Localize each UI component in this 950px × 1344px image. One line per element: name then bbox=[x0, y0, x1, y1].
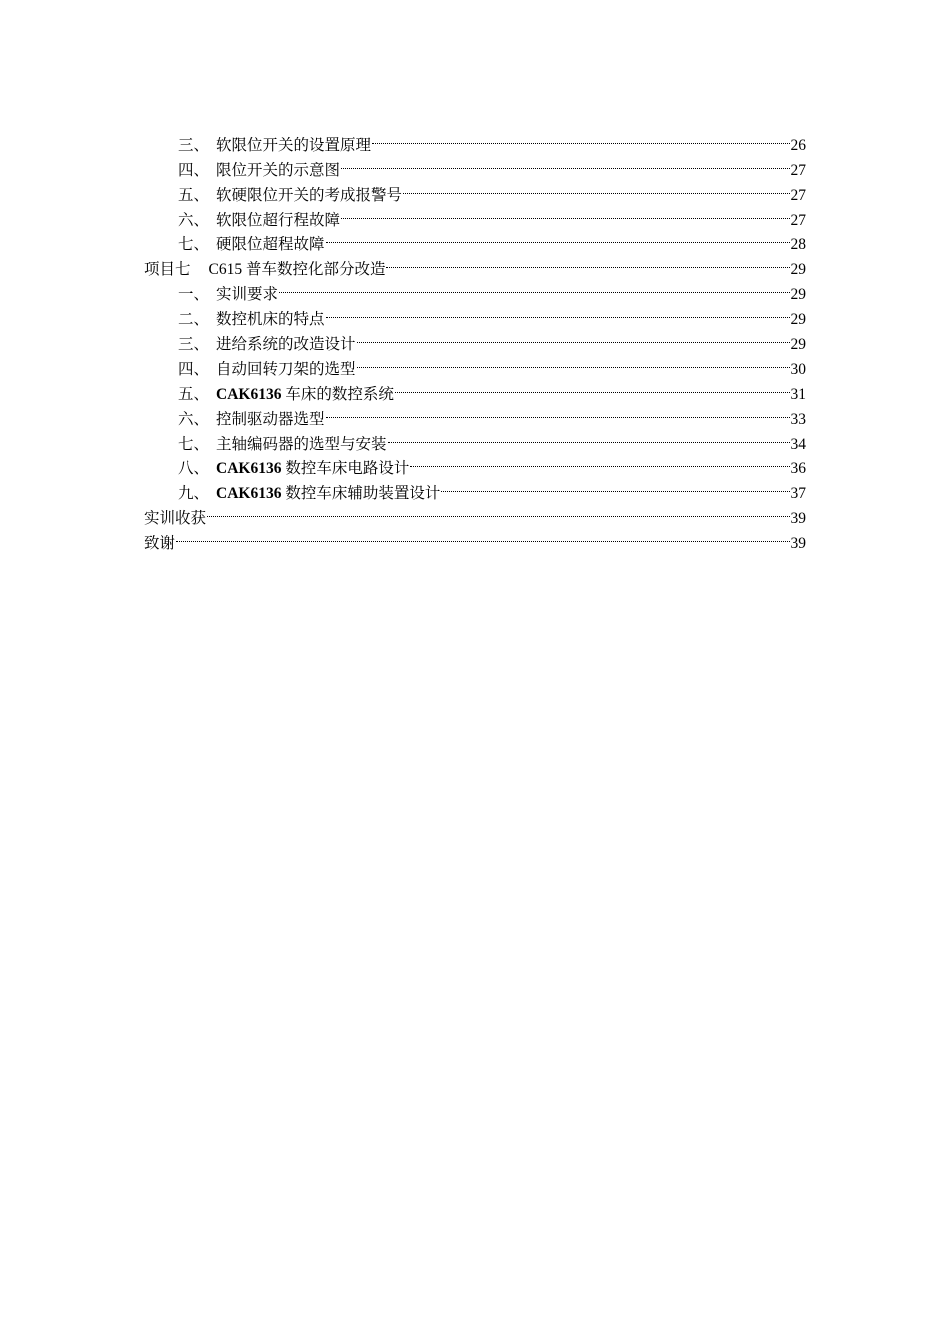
toc-entry-page-number: 39 bbox=[790, 535, 806, 553]
toc-entry-number: 项目七 bbox=[144, 261, 191, 279]
toc-entry-title bbox=[216, 233, 325, 258]
toc-entry-number: 七、 bbox=[178, 236, 210, 254]
table-of-contents bbox=[144, 125, 806, 553]
dot-leader bbox=[326, 225, 790, 250]
dot-leader bbox=[341, 200, 789, 225]
toc-entry-title-text: 自动回转刀架的选型 bbox=[216, 360, 356, 378]
dot-leader bbox=[395, 374, 790, 399]
toc-entry-number: 九、 bbox=[178, 485, 210, 503]
toc-entry-number: 三、 bbox=[178, 336, 210, 354]
toc-entry-page-number: 27 bbox=[790, 211, 806, 229]
dot-leader bbox=[357, 324, 790, 349]
toc-entry-title-text: 实训要求 bbox=[216, 286, 279, 304]
toc-entry[interactable] bbox=[144, 498, 806, 528]
toc-entry-title-text: CAK6136 车床的数控系统 bbox=[216, 385, 394, 403]
toc-entry-number: 八、 bbox=[178, 460, 210, 478]
toc-entry-title-text: 控制驱动器选型 bbox=[216, 410, 325, 428]
toc-entry-number: 四、 bbox=[178, 161, 210, 179]
toc-entry-number: 三、 bbox=[178, 136, 210, 154]
toc-entry-title-text: 软限位超行程故障 bbox=[216, 211, 341, 229]
toc-entry-page-number: 28 bbox=[790, 236, 806, 254]
toc-entry-page-number: 37 bbox=[790, 485, 806, 503]
toc-entry-title bbox=[216, 333, 356, 358]
toc-entry[interactable] bbox=[144, 125, 806, 154]
dot-leader bbox=[403, 175, 789, 200]
toc-entry-title bbox=[216, 283, 278, 308]
toc-entry-title-text: 软限位开关的设置原理 bbox=[216, 136, 372, 154]
toc-entry-number: 六、 bbox=[178, 410, 210, 428]
dot-leader bbox=[176, 523, 789, 548]
toc-entry-title-text: 主轴编码器的选型与安装 bbox=[216, 435, 387, 453]
dot-leader bbox=[357, 349, 790, 374]
toc-entry-number: 四、 bbox=[178, 360, 210, 378]
toc-entry-title-text: 致谢 bbox=[144, 535, 176, 553]
toc-entry-title bbox=[216, 159, 340, 184]
toc-entry-number: 五、 bbox=[178, 385, 210, 403]
toc-entry-title-text: 限位开关的示意图 bbox=[216, 161, 341, 179]
toc-entry-title bbox=[216, 433, 387, 458]
dot-leader bbox=[386, 249, 789, 274]
toc-entry-title-text: CAK6136 数控车床电路设计 bbox=[216, 460, 410, 478]
toc-entry-title-text: 数控机床的特点 bbox=[216, 311, 325, 329]
toc-entry-page-number: 36 bbox=[790, 460, 806, 478]
toc-entry-title bbox=[216, 408, 325, 433]
dot-leader bbox=[410, 449, 789, 474]
toc-entry-page-number: 30 bbox=[790, 360, 806, 378]
toc-entry-title-text: 实训收获 bbox=[144, 510, 207, 528]
toc-entry-number: 一、 bbox=[178, 286, 210, 304]
dot-leader bbox=[326, 399, 790, 424]
toc-entry-title-text: 进给系统的改造设计 bbox=[216, 336, 356, 354]
toc-entry-title bbox=[216, 457, 409, 482]
toc-entry-page-number: 29 bbox=[790, 311, 806, 329]
toc-entry-page-number: 39 bbox=[790, 510, 806, 528]
toc-entry-page-number: 26 bbox=[790, 136, 806, 154]
toc-entry-title-text: C615 普车数控化部分改造 bbox=[208, 261, 386, 279]
toc-entry-number: 五、 bbox=[178, 186, 210, 204]
toc-entry-page-number: 27 bbox=[790, 186, 806, 204]
toc-entry-page-number: 33 bbox=[790, 410, 806, 428]
toc-entry-title bbox=[216, 308, 325, 333]
dot-leader bbox=[326, 299, 790, 324]
toc-entry-title-text: 硬限位超程故障 bbox=[216, 236, 325, 254]
dot-leader bbox=[441, 473, 789, 498]
toc-entry-page-number: 29 bbox=[790, 286, 806, 304]
dot-leader bbox=[388, 424, 790, 449]
toc-entry-page-number: 27 bbox=[790, 161, 806, 179]
toc-entry-number: 六、 bbox=[178, 211, 210, 229]
dot-leader bbox=[207, 498, 789, 523]
toc-entry-number: 七、 bbox=[178, 435, 210, 453]
toc-entry-page-number: 31 bbox=[790, 385, 806, 403]
toc-entry-title bbox=[144, 532, 175, 557]
toc-entry[interactable] bbox=[144, 523, 806, 553]
toc-entry-page-number: 29 bbox=[790, 336, 806, 354]
toc-entry-number: 二、 bbox=[178, 311, 210, 329]
dot-leader bbox=[341, 150, 789, 175]
toc-entry-title-text: CAK6136 数控车床辅助装置设计 bbox=[216, 485, 441, 503]
dot-leader bbox=[372, 125, 789, 150]
toc-entry-title bbox=[216, 209, 340, 234]
toc-entry-page-number: 29 bbox=[790, 261, 806, 279]
dot-leader bbox=[279, 274, 789, 299]
toc-entry-title bbox=[216, 358, 356, 383]
toc-entry-page-number: 34 bbox=[790, 435, 806, 453]
toc-entry-title-text: 软硬限位开关的考成报警号 bbox=[216, 186, 403, 204]
